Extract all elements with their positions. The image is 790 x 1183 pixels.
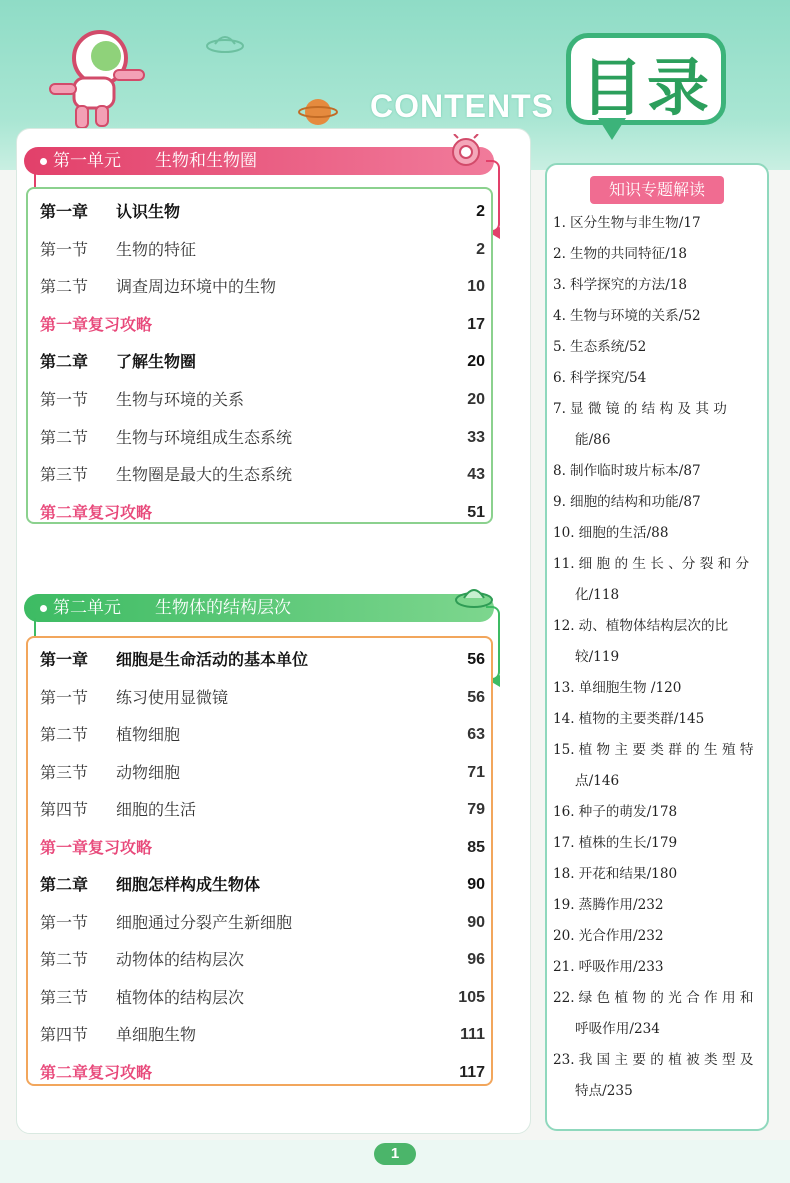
topic-text: 我 国 主 要 的 植 被 类 型 及 (578, 1052, 754, 1068)
page-ref: 96 (467, 951, 485, 968)
row-label: 第二节 (40, 277, 89, 297)
topic-text: 开花和结果/180 (578, 866, 678, 882)
row-label: 第二节 (40, 725, 89, 744)
topic-number: 19. (553, 897, 575, 913)
row-label: 第一章复习攻略 (40, 314, 153, 334)
topic-text-continued: 点/146 (575, 773, 620, 789)
section-row[interactable] (40, 761, 485, 785)
row-label: 第二章 (40, 352, 89, 372)
topic-item[interactable] (553, 611, 765, 673)
topic-number: 2. (553, 246, 566, 262)
topic-item[interactable] (553, 487, 765, 518)
topic-number: 17. (553, 835, 575, 851)
row-label: 第四节 (40, 1025, 89, 1044)
row-label: 第二章复习攻略 (40, 1062, 153, 1082)
row-title: 认识生物 (116, 202, 181, 221)
review-row[interactable] (40, 313, 485, 337)
topic-text: 种子的萌发/178 (578, 804, 678, 820)
section-row[interactable] (40, 798, 485, 822)
topic-number: 16. (553, 804, 575, 820)
topic-number: 5. (553, 339, 566, 355)
topic-item[interactable] (553, 332, 765, 363)
row-label: 第一节 (40, 912, 89, 932)
astronaut-icon (40, 14, 160, 134)
page-ref: 17 (467, 315, 485, 333)
section-row[interactable] (40, 275, 485, 299)
topic-item[interactable] (553, 890, 765, 921)
page-ref: 2 (476, 240, 485, 258)
topic-text: 生物的共同特征/18 (569, 246, 688, 262)
review-row[interactable] (40, 501, 485, 525)
topic-item[interactable] (553, 518, 765, 549)
row-label: 第二节 (40, 950, 89, 969)
row-label: 第二节 (40, 427, 89, 447)
section-row[interactable] (40, 948, 485, 972)
topic-item[interactable] (553, 704, 765, 735)
section-row[interactable] (40, 238, 485, 262)
page-ref: 79 (467, 801, 485, 818)
page-ref: 90 (467, 876, 485, 893)
topic-text-continued: 较/119 (575, 649, 620, 665)
row-title: 植物体的结构层次 (116, 987, 245, 1007)
row-label: 第三节 (40, 465, 89, 485)
topic-item[interactable] (553, 673, 765, 704)
chapter-row[interactable] (40, 648, 485, 672)
chapter-row[interactable] (40, 350, 485, 374)
topic-item[interactable] (553, 549, 765, 611)
page-ref: 2 (476, 203, 485, 220)
row-title: 单细胞生物 (116, 1025, 197, 1044)
row-label: 第一节 (40, 390, 89, 409)
row-title: 生物与环境组成生态系统 (116, 427, 293, 447)
topic-item[interactable] (553, 239, 765, 270)
topic-text-continued: 特点/235 (575, 1083, 633, 1099)
row-title: 动物细胞 (116, 762, 181, 782)
topic-item[interactable] (553, 456, 765, 487)
page-ref: 51 (467, 503, 485, 521)
robot-icon (448, 134, 488, 170)
topic-number: 8. (553, 463, 566, 479)
row-title: 生物圈是最大的生态系统 (116, 465, 293, 485)
row-title: 细胞的生活 (116, 800, 197, 819)
page-ref: 33 (467, 428, 485, 446)
unit1-header (24, 147, 494, 175)
topic-number: 23. (553, 1052, 575, 1068)
review-row[interactable] (40, 836, 485, 860)
planet-icon (298, 92, 338, 132)
row-label: 第一节 (40, 687, 89, 707)
topic-number: 21. (553, 959, 575, 975)
topic-number: 6. (553, 370, 566, 386)
row-title: 生物的特征 (116, 239, 197, 259)
row-label: 第一节 (40, 239, 89, 259)
page-ref: 63 (467, 726, 485, 743)
topic-text: 植株的生长/179 (578, 835, 678, 851)
topic-item[interactable] (553, 828, 765, 859)
topic-text: 植物的主要类群/145 (578, 711, 705, 727)
row-title: 生物与环境的关系 (116, 390, 245, 409)
topic-item[interactable] (553, 921, 765, 952)
topic-text-continued: 能/86 (575, 432, 611, 448)
page-ref: 56 (467, 688, 485, 706)
page-ref: 20 (467, 353, 485, 371)
topic-item[interactable] (553, 735, 765, 797)
topic-item[interactable] (553, 208, 765, 239)
topic-item[interactable] (553, 952, 765, 983)
contents-heading: CONTENTS (370, 88, 554, 124)
topic-number: 11. (553, 556, 575, 572)
topic-text: 蒸腾作用/232 (578, 897, 664, 913)
unit2-header (24, 594, 494, 622)
topic-item[interactable] (553, 270, 765, 301)
topic-item[interactable] (553, 363, 765, 394)
topic-item[interactable] (553, 797, 765, 828)
topic-number: 13. (553, 680, 575, 696)
page-ref: 43 (467, 466, 485, 484)
unit2-label: 第二单元 (53, 598, 121, 618)
topic-text: 科学探究/54 (569, 370, 647, 386)
row-title: 细胞怎样构成生物体 (116, 875, 261, 894)
row-label: 第一章 (40, 650, 89, 669)
topic-number: 1. (553, 215, 566, 231)
topic-item[interactable] (553, 301, 765, 332)
row-label: 第三节 (40, 762, 89, 782)
topic-text: 呼吸作用/233 (578, 959, 664, 975)
section-row[interactable] (40, 686, 485, 710)
topic-number: 10. (553, 525, 575, 541)
topic-text: 细胞的结构和功能/87 (569, 494, 701, 510)
topic-text: 生态系统/52 (569, 339, 647, 355)
page-title: 目录 (580, 51, 713, 124)
topic-text: 生物与环境的关系/52 (569, 308, 701, 324)
topic-text: 科学探究的方法/18 (569, 277, 688, 293)
page-ref: 90 (467, 913, 485, 931)
page-ref: 85 (467, 838, 485, 856)
topic-text: 制作临时玻片标本/87 (569, 463, 701, 479)
topic-text: 细胞的生活/88 (578, 525, 669, 541)
topic-text: 光合作用/232 (578, 928, 664, 944)
bullet-dot-icon (40, 158, 47, 165)
ufo-icon (205, 30, 245, 54)
topic-number: 3. (553, 277, 566, 293)
page-ref: 105 (458, 988, 485, 1006)
review-row[interactable] (40, 1061, 485, 1085)
page-ref: 20 (467, 391, 485, 408)
section-row[interactable] (40, 723, 485, 747)
topic-number: 9. (553, 494, 566, 510)
topic-text: 单细胞生物 /120 (578, 680, 682, 696)
topic-item[interactable] (553, 394, 765, 456)
section-row[interactable] (40, 463, 485, 487)
row-title: 调查周边环境中的生物 (116, 277, 277, 297)
topic-text: 区分生物与非生物/17 (569, 215, 701, 231)
topic-text: 细 胞 的 生 长 、分 裂 和 分 (578, 556, 750, 572)
section-row[interactable] (40, 911, 485, 935)
chapter-row[interactable] (40, 200, 485, 224)
bullet-dot-icon (40, 605, 47, 612)
topic-number: 12. (553, 618, 575, 634)
section-row[interactable] (40, 986, 485, 1010)
section-row[interactable] (40, 426, 485, 450)
topic-text-continued: 呼吸作用/234 (575, 1021, 660, 1037)
topic-number: 15. (553, 742, 575, 758)
topic-number: 4. (553, 308, 566, 324)
row-title: 动物体的结构层次 (116, 950, 245, 969)
row-label: 第二章 (40, 875, 89, 894)
row-label: 第一章 (40, 202, 89, 221)
row-title: 植物细胞 (116, 725, 181, 744)
topics-heading: 知识专题解读 (590, 176, 724, 204)
row-title: 细胞通过分裂产生新细胞 (116, 912, 293, 932)
row-title: 了解生物圈 (116, 352, 197, 372)
row-title: 练习使用显微镜 (116, 687, 229, 707)
topic-text: 绿 色 植 物 的 光 合 作 用 和 (578, 990, 754, 1006)
page-ref: 117 (459, 1063, 485, 1081)
topic-text: 动、植物体结构层次的比 (578, 618, 729, 634)
topic-item[interactable] (553, 859, 765, 890)
row-label: 第四节 (40, 800, 89, 819)
unit2-title: 生物体的结构层次 (155, 598, 291, 618)
page-ref: 10 (467, 278, 485, 296)
topic-number: 14. (553, 711, 575, 727)
topic-number: 22. (553, 990, 575, 1006)
topic-number: 18. (553, 866, 575, 882)
row-label: 第三节 (40, 987, 89, 1007)
row-label: 第一章复习攻略 (40, 837, 153, 857)
page-ref: 111 (460, 1026, 485, 1043)
row-title: 细胞是生命活动的基本单位 (116, 650, 309, 669)
topic-item[interactable] (553, 1045, 765, 1107)
topic-item[interactable] (553, 983, 765, 1045)
topic-text-continued: 化/118 (575, 587, 620, 603)
row-label: 第二章复习攻略 (40, 502, 153, 522)
topic-number: 20. (553, 928, 575, 944)
section-row[interactable] (40, 388, 485, 412)
page-ref: 56 (467, 651, 485, 668)
topic-number: 7. (553, 401, 566, 417)
topic-text: 植 物 主 要 类 群 的 生 殖 特 (578, 742, 754, 758)
topic-text: 显 微 镜 的 结 构 及 其 功 (569, 401, 727, 417)
unit1-title: 生物和生物圈 (155, 151, 257, 171)
unit1-label: 第一单元 (53, 151, 121, 171)
page-ref: 71 (467, 763, 485, 781)
page-number: 1 (374, 1143, 416, 1165)
chapter-row[interactable] (40, 873, 485, 897)
section-row[interactable] (40, 1023, 485, 1047)
